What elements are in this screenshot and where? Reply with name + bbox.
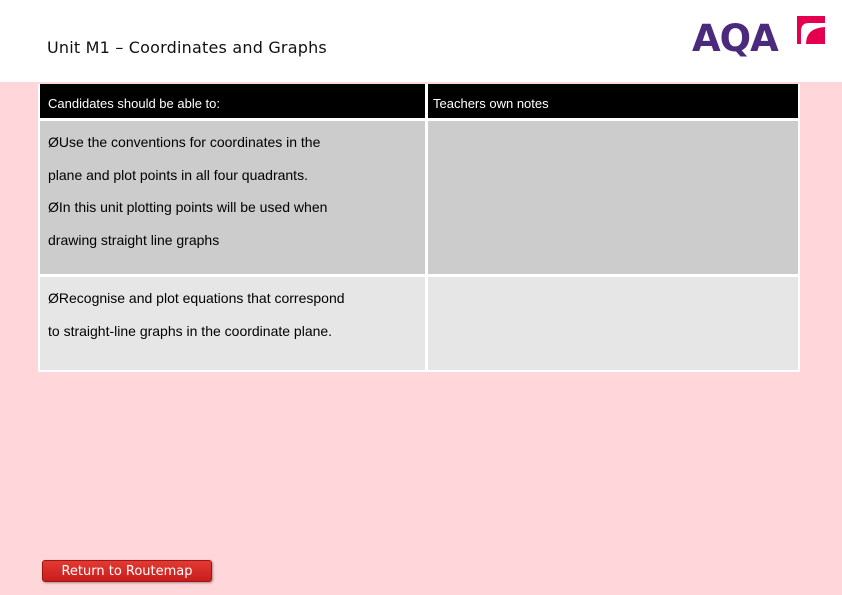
- aqa-logo: [692, 14, 828, 60]
- objective-line: plane and plot points in all four quadrants.: [48, 166, 308, 183]
- header-cell-notes: Teachers own notes: [428, 84, 798, 118]
- objective-line: ØIn this unit plotting points will be used when: [48, 199, 328, 215]
- page-title: Unit M1 – Coordinates and Graphs: [47, 38, 327, 57]
- objective-line: to straight-line graphs in the coordinate plane.: [48, 322, 333, 339]
- header-cell-candidates: Candidates should be able to:: [40, 84, 425, 118]
- objective-cell-2: [40, 277, 425, 370]
- aqa-logo-text: AQA: [692, 17, 778, 60]
- objectives-table: [38, 84, 800, 372]
- aqa-logo-swoosh-icon: [795, 14, 827, 46]
- notes-cell-1[interactable]: [428, 121, 798, 274]
- return-to-routemap-button[interactable]: Return to Routemap: [42, 560, 212, 582]
- objective-line: drawing straight line graphs: [48, 231, 220, 248]
- objective-line: ØUse the conventions for coordinates in the: [48, 134, 321, 150]
- objective-cell-1: [40, 121, 425, 274]
- header-bar: [0, 0, 842, 82]
- notes-cell-2[interactable]: [428, 277, 798, 370]
- objective-line: ØRecognise and plot equations that correspond: [48, 290, 345, 306]
